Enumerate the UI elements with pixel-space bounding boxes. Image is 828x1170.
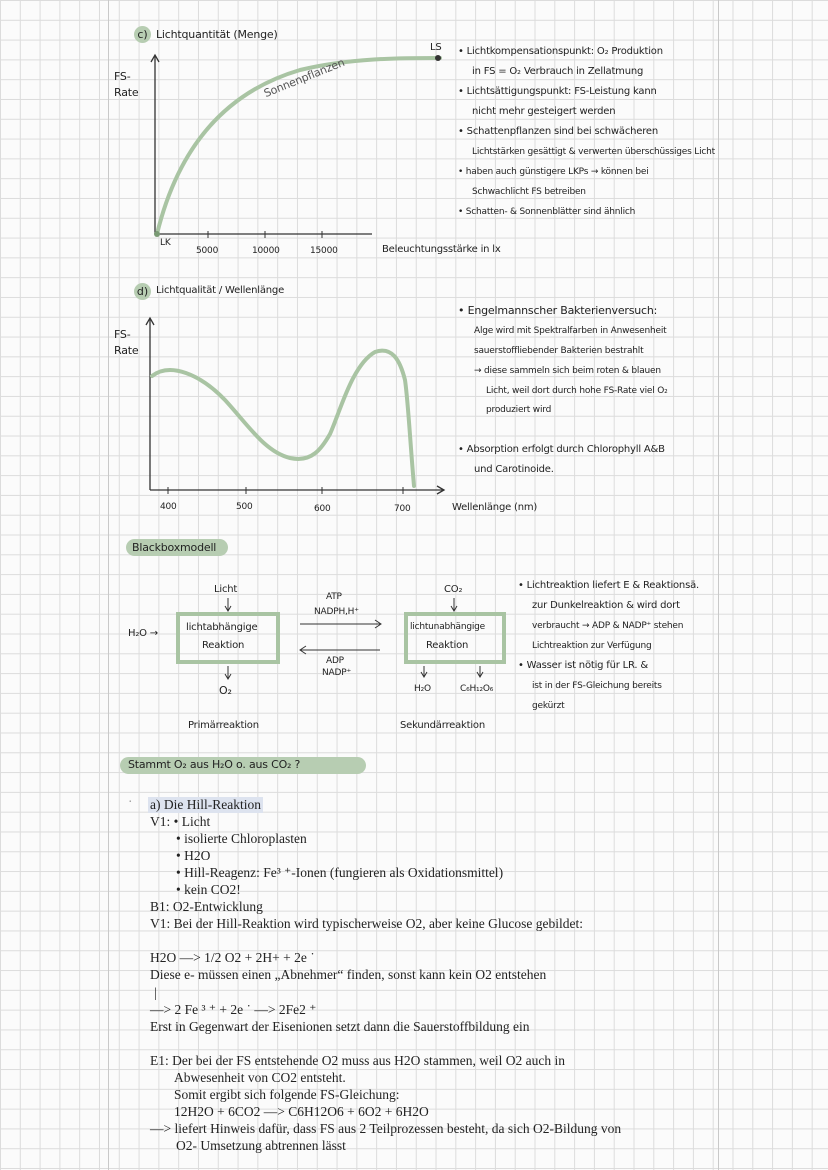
d-note-2: Alge wird mit Spektralfarben in Anwesenheit: [474, 326, 667, 336]
c-curve-label: Sonnenpflanzen: [262, 55, 347, 101]
c-note-2: in FS = O₂ Verbrauch in Zellatmung: [472, 66, 644, 77]
c-note-6: Lichtstärken gesättigt & verwerten überschüssiges Licht: [472, 147, 715, 157]
glucose-output-label: C₆H₁₂O₆: [460, 684, 494, 694]
hill-eq1: H2O —> 1/2 O2 + 2H+ + 2e ˙: [150, 950, 315, 965]
bb-note-2: zur Dunkelreaktion & wird dort: [532, 600, 680, 611]
hill-item-1: • isolierte Chloroplasten: [176, 831, 307, 846]
blackbox-title: Blackboxmodell: [132, 541, 217, 554]
c-lk-label: LK: [160, 238, 171, 248]
c-note-3: • Lichtsättigungspunkt: FS-Leistung kann: [458, 86, 657, 97]
c-tick-label-3: 15000: [310, 246, 338, 256]
d-tick-label-2: 500: [236, 502, 253, 512]
c-lk-point: [154, 231, 160, 237]
hill-e1-line-3: Somit ergibt sich folgende FS-Gleichung:: [174, 1087, 400, 1102]
bb-note-4: Lichtreaktion zur Verfügung: [532, 641, 652, 651]
c-note-8: Schwachlicht FS betreiben: [472, 187, 586, 197]
h2o-output-label: H₂O: [414, 684, 431, 694]
hill-eq2-note: Erst in Gegenwart der Eisenionen setzt dann die Sauerstoffbildung ein: [150, 1019, 530, 1034]
c-y-axis-label-2: Rate: [114, 86, 139, 99]
licht-label: Licht: [214, 584, 238, 595]
d-note-8: und Carotinoide.: [474, 464, 554, 475]
box1-line-1: lichtabhängige: [186, 622, 258, 633]
bb-note-1: • Lichtreaktion liefert E & Reaktionsä.: [518, 580, 699, 591]
d-tick-label-1: 400: [160, 502, 177, 512]
adp-label: ADP: [326, 656, 344, 666]
box2-line-2: Reaktion: [426, 640, 469, 651]
d-note-3: sauerstoffliebender Bakterien bestrahlt: [474, 346, 644, 356]
c-ls-point: [435, 55, 441, 61]
d-y-axis-label-1: FS-: [114, 328, 131, 341]
box2-line-1: lichtunabhängige: [410, 622, 486, 632]
c-note-5: • Schattenpflanzen sind bei schwächeren: [458, 126, 658, 137]
section-c-title: Lichtquantität (Menge): [156, 28, 278, 41]
sekundaer-label: Sekundärreaktion: [400, 720, 485, 731]
primaer-label: Primärreaktion: [188, 720, 259, 731]
d-note-7: • Absorption erfolgt durch Chlorophyll A&B: [458, 444, 665, 455]
hill-v1b: V1: Bei der Hill-Reaktion wird typischerweise O2, aber keine Glucose gebildet:: [150, 916, 584, 931]
c-tick-label-1: 5000: [196, 246, 219, 256]
hill-bar: |: [154, 985, 157, 1000]
o2-output-label: O₂: [219, 684, 232, 697]
bb-note-3: verbraucht → ADP & NADP⁺ stehen: [532, 621, 684, 631]
hill-dot: ·: [128, 794, 133, 809]
hill-item-4: • kein CO2!: [176, 882, 241, 897]
section-c-badge: c): [134, 26, 151, 43]
bb-note-7: gekürzt: [532, 701, 565, 711]
hill-eq2: —> 2 Fe ³ ⁺ + 2e ˙ —> 2Fe2 ⁺: [150, 1002, 317, 1017]
hill-e1-line-4: 12H2O + 6CO2 —> C6H12O6 + 6O2 + 6H2O: [174, 1104, 429, 1119]
section-d-title: Lichtqualität / Wellenlänge: [156, 285, 285, 296]
d-x-axis-label: Wellenlänge (nm): [452, 502, 538, 513]
hill-b1: B1: O2-Entwicklung: [150, 899, 263, 914]
nadph-label: NADPH,H⁺: [314, 607, 359, 617]
bb-note-6: ist in der FS-Gleichung bereits: [532, 681, 662, 691]
hill-item-2: • H2O: [176, 848, 211, 863]
question-text: Stammt O₂ aus H₂O o. aus CO₂ ?: [128, 758, 301, 771]
hill-heading: a) Die Hill-Reaktion: [150, 797, 261, 812]
hill-final-line-2: O2- Umsetzung abtrennen lässt: [176, 1138, 346, 1153]
hill-v1: V1: • Licht: [150, 814, 211, 829]
c-tick-label-2: 10000: [252, 246, 280, 256]
light-reaction-box: [176, 612, 280, 664]
d-action-spectrum-curve: [152, 351, 414, 486]
d-note-4: → diese sammeln sich beim roten & blauen: [474, 366, 661, 376]
dark-reaction-box: [404, 612, 506, 664]
hill-item-3: • Hill-Reagenz: Fe³ ⁺-Ionen (fungieren als Oxidationsmittel): [176, 865, 504, 880]
nadp-label: NADP⁺: [322, 668, 351, 678]
d-note-1: • Engelmannscher Bakterienversuch:: [458, 304, 658, 317]
c-note-4: nicht mehr gesteigert werden: [472, 106, 616, 117]
hill-e1-line-2: Abwesenheit von CO2 entsteht.: [174, 1070, 346, 1085]
box1-line-2: Reaktion: [202, 640, 245, 651]
section-d-badge: d): [134, 283, 151, 300]
c-x-axis-label: Beleuchtungsstärke in lx: [382, 244, 501, 255]
c-note-1: • Lichtkompensationspunkt: O₂ Produktion: [458, 46, 663, 57]
bb-note-5: • Wasser ist nötig für LR. &: [518, 660, 648, 671]
d-note-6: produziert wird: [486, 405, 552, 415]
co2-label: CO₂: [444, 584, 463, 595]
c-y-axis-label-1: FS-: [114, 70, 131, 83]
d-note-5: Licht, weil dort durch hohe FS-Rate viel O₂: [486, 386, 668, 396]
hill-e1-line-1: E1: Der bei der FS entstehende O2 muss aus H2O stammen, weil O2 auch in: [150, 1053, 566, 1068]
c-ls-label: LS: [430, 42, 442, 53]
d-tick-label-3: 600: [314, 504, 331, 514]
c-note-9: • Schatten- & Sonnenblätter sind ähnlich: [458, 207, 636, 217]
hill-final-line-1: —> liefert Hinweis dafür, dass FS aus 2 Teilprozessen besteht, da sich O2-Bildung von: [150, 1121, 622, 1136]
hill-eq1-note: Diese e- müssen einen „Abnehmer“ finden, sonst kann kein O2 entstehen: [150, 967, 547, 982]
atp-label: ATP: [326, 592, 342, 602]
c-note-7: • haben auch günstigere LKPs → können bei: [458, 167, 649, 177]
d-y-axis-label-2: Rate: [114, 344, 139, 357]
h2o-input-label: H₂O →: [128, 628, 158, 639]
d-tick-label-4: 700: [394, 504, 411, 514]
